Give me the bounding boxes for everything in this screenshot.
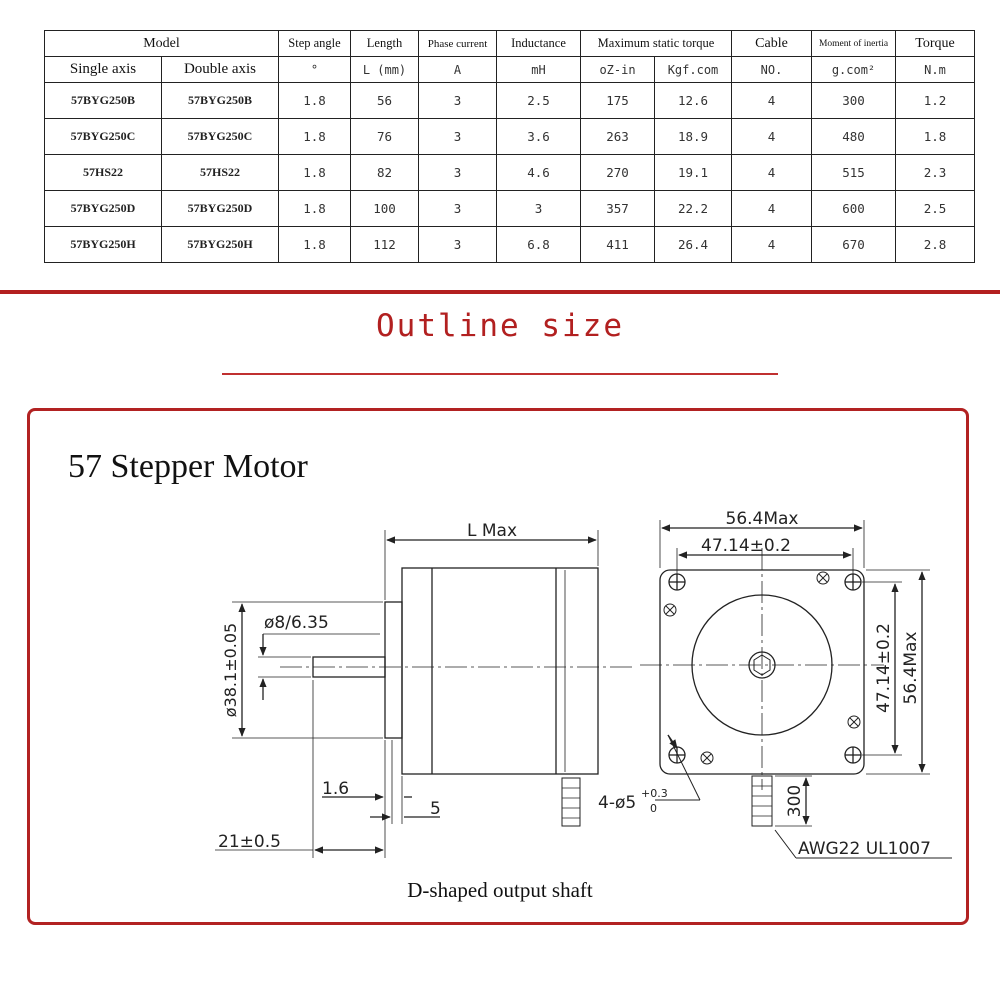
cell-cable: 4 (732, 227, 812, 263)
cell-step-angle: 1.8 (279, 227, 351, 263)
unit-inertia: g.com² (812, 57, 896, 83)
unit-inductance: mH (497, 57, 581, 83)
header-model: Model (45, 31, 279, 57)
cell-torque-oz-in: 270 (581, 155, 655, 191)
dim-1-6: 1.6 (322, 779, 350, 799)
caption: D-shaped output shaft (407, 878, 593, 902)
unit-length: L (mm) (351, 57, 419, 83)
cell-torque-oz-in: 175 (581, 83, 655, 119)
unit-step: ° (279, 57, 351, 83)
cell-phase-current: 3 (419, 83, 497, 119)
cell-torque-nm: 1.2 (896, 83, 975, 119)
subheader-double-axis: Double axis (162, 57, 279, 83)
unit-cable: NO. (732, 57, 812, 83)
cell-torque-kgf-cm: 26.4 (655, 227, 732, 263)
cell-step-angle: 1.8 (279, 155, 351, 191)
section-title: Outline size (376, 308, 624, 344)
dim-5: 5 (430, 799, 441, 819)
cell-double-axis: 57BYG250D (162, 191, 279, 227)
connector-side (562, 778, 580, 826)
cell-double-axis: 57BYG250B (162, 83, 279, 119)
header-torque: Torque (896, 31, 975, 57)
cell-double-axis: 57BYG250C (162, 119, 279, 155)
cell-torque-nm: 2.3 (896, 155, 975, 191)
dim-height-max: 56.4Max (901, 631, 921, 705)
cell-phase-current: 3 (419, 155, 497, 191)
mounting-boss (385, 602, 402, 738)
dim-hole-pitch: 47.14±0.2 (701, 536, 791, 556)
dim-wire-spec: AWG22 UL1007 (798, 839, 931, 859)
motor-title: 57 Stepper Motor (68, 448, 308, 485)
cell-single-axis: 57BYG250H (45, 227, 162, 263)
cell-torque-oz-in: 263 (581, 119, 655, 155)
cell-cable: 4 (732, 119, 812, 155)
cell-inductance: 2.5 (497, 83, 581, 119)
dim-lead-length: 300 (785, 784, 805, 818)
cell-torque-nm: 2.8 (896, 227, 975, 263)
cell-torque-oz-in: 411 (581, 227, 655, 263)
unit-torque-oz: oZ-in (581, 57, 655, 83)
dim-holes-tolerance-top: +0.3 (641, 787, 668, 800)
cell-length: 100 (351, 191, 419, 227)
unit-torque-kgf: Kgf.com (655, 57, 732, 83)
header-moment-of-inertia: Moment of inertia (812, 31, 896, 57)
cell-double-axis: 57HS22 (162, 155, 279, 191)
dim-hole-pitch-vertical: 47.14±0.2 (874, 623, 894, 713)
header-step-angle: Step angle (279, 31, 351, 57)
cell-moment-of-inertia: 515 (812, 155, 896, 191)
cell-double-axis: 57BYG250H (162, 227, 279, 263)
header-max-static-torque: Maximum static torque (581, 31, 732, 57)
dim-width-max: 56.4Max (725, 509, 799, 529)
cell-single-axis: 57BYG250C (45, 119, 162, 155)
cell-length: 76 (351, 119, 419, 155)
cell-phase-current: 3 (419, 119, 497, 155)
cell-torque-kgf-cm: 12.6 (655, 83, 732, 119)
cell-moment-of-inertia: 670 (812, 227, 896, 263)
unit-current: A (419, 57, 497, 83)
cell-moment-of-inertia: 300 (812, 83, 896, 119)
cell-single-axis: 57HS22 (45, 155, 162, 191)
cell-torque-nm: 1.8 (896, 119, 975, 155)
header-cable: Cable (732, 31, 812, 57)
cell-torque-kgf-cm: 18.9 (655, 119, 732, 155)
cell-length: 112 (351, 227, 419, 263)
header-phase-current: Phase current (419, 31, 497, 57)
cell-inductance: 6.8 (497, 227, 581, 263)
dim-holes-tolerance-bottom: 0 (650, 802, 657, 815)
side-view (215, 530, 632, 858)
dim-l-max: L Max (466, 521, 518, 541)
cell-length: 82 (351, 155, 419, 191)
cell-moment-of-inertia: 480 (812, 119, 896, 155)
cell-single-axis: 57BYG250D (45, 191, 162, 227)
cell-torque-kgf-cm: 22.2 (655, 191, 732, 227)
cell-phase-current: 3 (419, 227, 497, 263)
header-length: Length (351, 31, 419, 57)
cell-torque-nm: 2.5 (896, 191, 975, 227)
dim-21: 21±0.5 (218, 832, 281, 852)
cell-cable: 4 (732, 83, 812, 119)
unit-torque: N.m (896, 57, 975, 83)
header-inductance: Inductance (497, 31, 581, 57)
cell-cable: 4 (732, 191, 812, 227)
cell-moment-of-inertia: 600 (812, 191, 896, 227)
cell-step-angle: 1.8 (279, 83, 351, 119)
cell-inductance: 3.6 (497, 119, 581, 155)
cell-inductance: 4.6 (497, 155, 581, 191)
cell-phase-current: 3 (419, 191, 497, 227)
dim-boss-diameter: ø38.1±0.05 (221, 622, 240, 718)
cell-cable: 4 (732, 155, 812, 191)
cell-torque-oz-in: 357 (581, 191, 655, 227)
cell-inductance: 3 (497, 191, 581, 227)
cell-torque-kgf-cm: 19.1 (655, 155, 732, 191)
cell-step-angle: 1.8 (279, 119, 351, 155)
dim-holes: 4-ø5 (598, 793, 637, 813)
cell-step-angle: 1.8 (279, 191, 351, 227)
dim-shaft-diameter: ø8/6.35 (264, 613, 329, 633)
cell-single-axis: 57BYG250B (45, 83, 162, 119)
cell-length: 56 (351, 83, 419, 119)
subheader-single-axis: Single axis (45, 57, 162, 83)
